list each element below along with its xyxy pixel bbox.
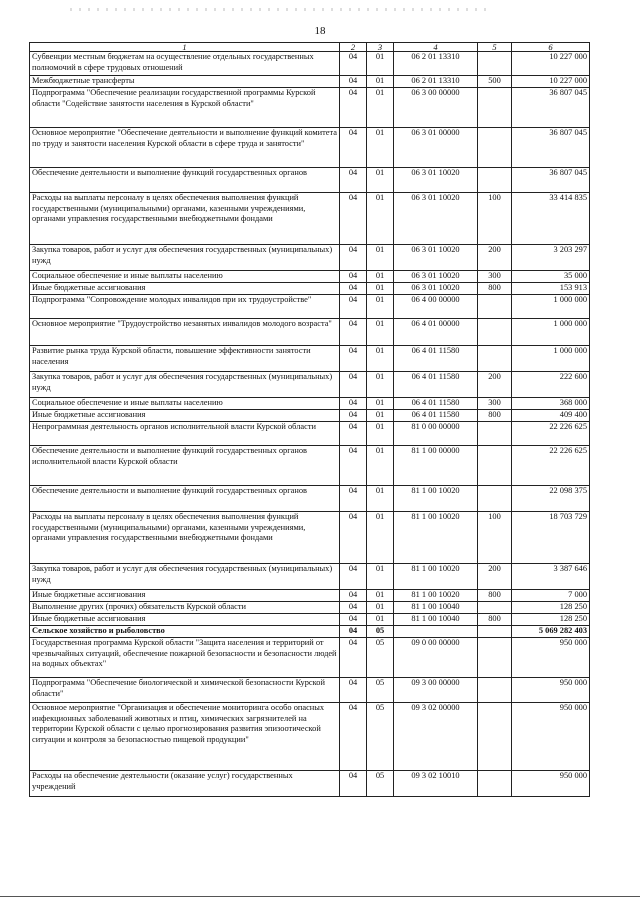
row-expense-type: 800 <box>478 283 512 295</box>
row-amount: 36 807 045 <box>512 88 590 128</box>
row-subsection: 01 <box>367 271 394 283</box>
row-section: 04 <box>340 410 367 422</box>
row-amount: 33 414 835 <box>512 193 590 245</box>
row-subsection: 05 <box>367 678 394 703</box>
row-section: 04 <box>340 271 367 283</box>
table-row <box>30 771 590 797</box>
scan-artifact <box>70 8 490 11</box>
row-subsection: 01 <box>367 168 394 193</box>
table-row <box>30 678 590 703</box>
row-expense-type <box>478 168 512 193</box>
header-col-5: 5 <box>478 43 512 52</box>
row-expense-type <box>478 678 512 703</box>
row-amount: 22 226 625 <box>512 446 590 486</box>
table-body <box>30 52 590 797</box>
row-expense-type <box>478 346 512 372</box>
row-subsection: 05 <box>367 638 394 678</box>
row-amount: 3 203 297 <box>512 245 590 271</box>
row-amount: 222 600 <box>512 372 590 398</box>
row-subsection: 01 <box>367 372 394 398</box>
row-expense-type <box>478 703 512 771</box>
row-amount: 22 098 375 <box>512 486 590 512</box>
row-section: 04 <box>340 602 367 614</box>
row-target-article: 06 3 00 00000 <box>394 88 478 128</box>
row-section: 04 <box>340 283 367 295</box>
row-name: Обеспечение деятельности и выполнение функций государственных органов <box>30 168 340 193</box>
table-row <box>30 319 590 346</box>
row-amount: 1 000 000 <box>512 295 590 319</box>
table-row <box>30 626 590 638</box>
row-target-article: 06 4 01 11580 <box>394 346 478 372</box>
row-amount: 5 069 282 403 <box>512 626 590 638</box>
row-expense-type: 100 <box>478 193 512 245</box>
table-row <box>30 245 590 271</box>
header-col-3: 3 <box>367 43 394 52</box>
row-section: 04 <box>340 678 367 703</box>
row-subsection: 01 <box>367 319 394 346</box>
row-section: 04 <box>340 398 367 410</box>
row-target-article: 06 4 01 00000 <box>394 319 478 346</box>
table-row <box>30 88 590 128</box>
row-amount: 36 807 045 <box>512 168 590 193</box>
table-row <box>30 372 590 398</box>
row-subsection: 01 <box>367 590 394 602</box>
row-subsection: 01 <box>367 410 394 422</box>
row-name: Обеспечение деятельности и выполнение функций государственных органов исполнительной власти Курской области <box>30 446 340 486</box>
page-number: 18 <box>314 25 326 37</box>
row-amount: 36 807 045 <box>512 128 590 168</box>
row-section: 04 <box>340 638 367 678</box>
row-target-article: 06 4 01 11580 <box>394 410 478 422</box>
row-name: Подпрограмма "Обеспечение реализации государственной программы Курской области "Содействие занятости населения в Курской области" <box>30 88 340 128</box>
table-header <box>30 43 590 52</box>
row-section: 04 <box>340 372 367 398</box>
table-row <box>30 703 590 771</box>
row-amount: 368 000 <box>512 398 590 410</box>
table-row <box>30 295 590 319</box>
row-target-article: 81 1 00 10020 <box>394 564 478 590</box>
budget-table <box>29 42 590 797</box>
table-row <box>30 638 590 678</box>
row-target-article <box>394 626 478 638</box>
row-expense-type: 300 <box>478 398 512 410</box>
row-amount: 950 000 <box>512 678 590 703</box>
row-name: Закупка товаров, работ и услуг для обеспечения государственных (муниципальных) нужд <box>30 372 340 398</box>
row-amount: 950 000 <box>512 703 590 771</box>
row-amount: 128 250 <box>512 602 590 614</box>
table-row <box>30 512 590 564</box>
row-name: Закупка товаров, работ и услуг для обеспечения государственных (муниципальных) нужд <box>30 245 340 271</box>
row-section: 04 <box>340 614 367 626</box>
row-target-article: 81 0 00 00000 <box>394 422 478 446</box>
row-target-article: 09 3 00 00000 <box>394 678 478 703</box>
row-section: 04 <box>340 319 367 346</box>
table-row <box>30 128 590 168</box>
row-expense-type <box>478 446 512 486</box>
row-name: Иные бюджетные ассигнования <box>30 614 340 626</box>
row-target-article: 81 1 00 10020 <box>394 590 478 602</box>
table-row <box>30 346 590 372</box>
row-subsection: 01 <box>367 486 394 512</box>
row-amount: 10 227 000 <box>512 52 590 76</box>
row-amount: 153 913 <box>512 283 590 295</box>
row-subsection: 01 <box>367 128 394 168</box>
row-target-article: 81 1 00 10020 <box>394 512 478 564</box>
row-subsection: 01 <box>367 346 394 372</box>
row-name: Подпрограмма "Обеспечение биологической и химической безопасности Курской области" <box>30 678 340 703</box>
row-expense-type <box>478 52 512 76</box>
row-expense-type: 800 <box>478 590 512 602</box>
header-col-6: 6 <box>512 43 590 52</box>
row-target-article: 06 3 01 10020 <box>394 283 478 295</box>
row-subsection: 01 <box>367 614 394 626</box>
row-section: 04 <box>340 486 367 512</box>
row-name: Подпрограмма "Сопровождение молодых инвалидов при их трудоустройстве" <box>30 295 340 319</box>
row-section: 04 <box>340 245 367 271</box>
row-section: 04 <box>340 168 367 193</box>
row-expense-type <box>478 626 512 638</box>
row-subsection: 01 <box>367 295 394 319</box>
row-section: 04 <box>340 564 367 590</box>
row-name: Расходы на выплаты персоналу в целях обеспечения выполнения функций государственными (муниципальными) органами, казенными учреждениями, органами управления государственными внебюджетными фондами <box>30 512 340 564</box>
row-expense-type <box>478 88 512 128</box>
row-name: Закупка товаров, работ и услуг для обеспечения государственных (муниципальных) нужд <box>30 564 340 590</box>
row-target-article: 06 3 01 10020 <box>394 245 478 271</box>
row-expense-type <box>478 771 512 797</box>
row-section: 04 <box>340 346 367 372</box>
row-name: Государственная программа Курской области "Защита населения и территорий от чрезвычайных ситуаций, обеспечение пожарной безопасности и безопасности людей на водных объектах" <box>30 638 340 678</box>
row-name: Расходы на выплаты персоналу в целях обеспечения выполнения функций государственными (муниципальными) органами, казенными учреждениями, органами управления государственными внебюджетными фондами <box>30 193 340 245</box>
row-section: 04 <box>340 52 367 76</box>
row-section: 04 <box>340 626 367 638</box>
row-target-article: 81 1 00 10040 <box>394 602 478 614</box>
row-target-article: 06 3 01 00000 <box>394 128 478 168</box>
row-section: 04 <box>340 128 367 168</box>
row-section: 04 <box>340 422 367 446</box>
table-row <box>30 283 590 295</box>
row-target-article: 06 2 01 13310 <box>394 52 478 76</box>
row-subsection: 01 <box>367 422 394 446</box>
row-amount: 7 000 <box>512 590 590 602</box>
row-target-article: 81 1 00 10020 <box>394 486 478 512</box>
row-amount: 128 250 <box>512 614 590 626</box>
row-subsection: 05 <box>367 626 394 638</box>
row-subsection: 01 <box>367 76 394 88</box>
row-target-article: 06 3 01 10020 <box>394 193 478 245</box>
row-section: 04 <box>340 446 367 486</box>
table-row <box>30 590 590 602</box>
row-name: Иные бюджетные ассигнования <box>30 590 340 602</box>
row-name: Основное мероприятие "Трудоустройство незанятых инвалидов молодого возраста" <box>30 319 340 346</box>
row-name: Иные бюджетные ассигнования <box>30 283 340 295</box>
row-amount: 950 000 <box>512 638 590 678</box>
row-expense-type: 100 <box>478 512 512 564</box>
table-row <box>30 398 590 410</box>
table-row <box>30 168 590 193</box>
row-name: Обеспечение деятельности и выполнение функций государственных органов <box>30 486 340 512</box>
row-name: Социальное обеспечение и иные выплаты населению <box>30 398 340 410</box>
row-expense-type <box>478 295 512 319</box>
row-name: Непрограммная деятельность органов исполнительной власти Курской области <box>30 422 340 446</box>
header-col-2: 2 <box>340 43 367 52</box>
row-name: Основное мероприятие "Обеспечение деятельности и выполнение функций комитета по труду и занятости населения Курской области в сфере труда и занятости" <box>30 128 340 168</box>
row-target-article: 06 3 01 10020 <box>394 168 478 193</box>
row-amount: 950 000 <box>512 771 590 797</box>
row-name: Иные бюджетные ассигнования <box>30 410 340 422</box>
row-amount: 35 000 <box>512 271 590 283</box>
row-target-article: 06 3 01 10020 <box>394 271 478 283</box>
header-row <box>30 43 590 52</box>
row-section: 04 <box>340 295 367 319</box>
row-target-article: 09 0 00 00000 <box>394 638 478 678</box>
table-row <box>30 564 590 590</box>
row-target-article: 06 4 00 00000 <box>394 295 478 319</box>
table-row <box>30 52 590 76</box>
row-target-article: 06 2 01 13310 <box>394 76 478 88</box>
row-subsection: 01 <box>367 52 394 76</box>
table-row <box>30 446 590 486</box>
row-section: 04 <box>340 771 367 797</box>
row-subsection: 01 <box>367 512 394 564</box>
row-name: Межбюджетные трансферты <box>30 76 340 88</box>
row-amount: 22 226 625 <box>512 422 590 446</box>
row-amount: 3 387 646 <box>512 564 590 590</box>
row-amount: 10 227 000 <box>512 76 590 88</box>
row-subsection: 01 <box>367 283 394 295</box>
row-name: Сельское хозяйство и рыболовство <box>30 626 340 638</box>
row-expense-type: 200 <box>478 372 512 398</box>
row-expense-type <box>478 602 512 614</box>
row-subsection: 05 <box>367 771 394 797</box>
table-row <box>30 193 590 245</box>
row-expense-type <box>478 486 512 512</box>
row-expense-type <box>478 319 512 346</box>
table-row <box>30 486 590 512</box>
row-expense-type: 800 <box>478 410 512 422</box>
table-row <box>30 602 590 614</box>
table-row <box>30 76 590 88</box>
row-subsection: 01 <box>367 602 394 614</box>
row-section: 04 <box>340 76 367 88</box>
row-amount: 409 400 <box>512 410 590 422</box>
row-expense-type <box>478 128 512 168</box>
row-amount: 1 000 000 <box>512 346 590 372</box>
row-name: Выполнение других (прочих) обязательств Курской области <box>30 602 340 614</box>
row-name: Расходы на обеспечение деятельности (оказание услуг) государственных учреждений <box>30 771 340 797</box>
row-target-article: 09 3 02 00000 <box>394 703 478 771</box>
row-subsection: 01 <box>367 193 394 245</box>
row-name: Развитие рынка труда Курской области, повышение эффективности занятости населения <box>30 346 340 372</box>
row-subsection: 01 <box>367 245 394 271</box>
row-subsection: 01 <box>367 88 394 128</box>
row-subsection: 01 <box>367 564 394 590</box>
row-expense-type: 200 <box>478 564 512 590</box>
row-section: 04 <box>340 703 367 771</box>
row-amount: 1 000 000 <box>512 319 590 346</box>
row-expense-type: 300 <box>478 271 512 283</box>
table-row <box>30 410 590 422</box>
row-expense-type: 500 <box>478 76 512 88</box>
table-row <box>30 271 590 283</box>
row-section: 04 <box>340 512 367 564</box>
header-col-4: 4 <box>394 43 478 52</box>
row-target-article: 06 4 01 11580 <box>394 398 478 410</box>
row-name: Основное мероприятие "Организация и обеспечение мониторинга особо опасных инфекционных заболеваний животных и птиц, химических загрязнителей на территории Курской области с целью прогнозирования развития эпизоотической ситуации и контроля за безопасностью пищевой продукции" <box>30 703 340 771</box>
row-target-article: 81 1 00 10040 <box>394 614 478 626</box>
row-target-article: 81 1 00 00000 <box>394 446 478 486</box>
row-target-article: 09 3 02 10010 <box>394 771 478 797</box>
row-name: Социальное обеспечение и иные выплаты населению <box>30 271 340 283</box>
row-expense-type: 800 <box>478 614 512 626</box>
row-subsection: 05 <box>367 703 394 771</box>
row-expense-type <box>478 638 512 678</box>
row-section: 04 <box>340 88 367 128</box>
row-section: 04 <box>340 193 367 245</box>
row-target-article: 06 4 01 11580 <box>394 372 478 398</box>
header-col-1: 1 <box>30 43 340 52</box>
table-row <box>30 614 590 626</box>
table-row <box>30 422 590 446</box>
row-name: Субвенции местным бюджетам на осуществление отдельных государственных полномочий в сфере трудовых отношений <box>30 52 340 76</box>
scan-bottom-edge <box>0 896 640 897</box>
row-subsection: 01 <box>367 446 394 486</box>
row-expense-type <box>478 422 512 446</box>
row-subsection: 01 <box>367 398 394 410</box>
row-section: 04 <box>340 590 367 602</box>
row-amount: 18 703 729 <box>512 512 590 564</box>
row-expense-type: 200 <box>478 245 512 271</box>
